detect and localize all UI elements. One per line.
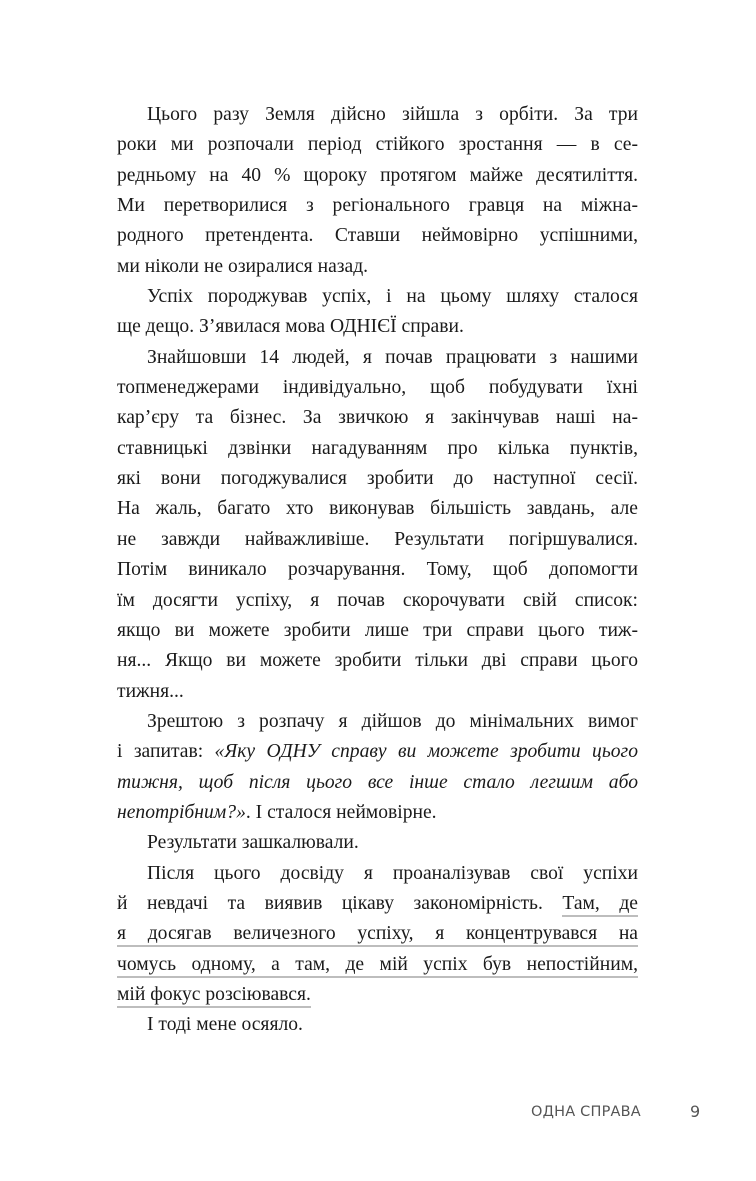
text-line [117,100,638,130]
text-line [117,646,638,676]
text-line [117,1010,638,1040]
text-line [117,980,638,1010]
text-line [117,161,638,191]
text-line [117,464,638,494]
text-line [117,859,638,889]
line-text: Потім виникало розчарування. Тому, щоб допомогти [117,559,638,581]
line-text: І тоді мене осяяло. [147,1014,303,1036]
text-line [117,950,638,980]
text-line [117,494,638,524]
page-number: 9 [690,1102,701,1121]
italic-quote: «Яку ОДНУ справу ви можете зробити цього [214,741,638,763]
line-text: Зрештою з розпачу я дійшов до мінімальних вимог [147,710,638,732]
highlighted-text: мій фокус розсіювався. [117,984,311,1008]
line-text: Ми перетворилися з регіонального гравця на міжна- [117,195,638,217]
line-text: редньому на 40 % щороку протягом майже десятиліття. [117,164,638,186]
text-line [117,373,638,403]
text-line [117,586,638,616]
line-text: й невдачі та виявив цікаву закономірність. [117,892,563,914]
text-line [117,252,638,282]
text-line [117,707,638,737]
text-line [117,677,638,707]
text-line [117,889,638,919]
line-text: кар’єру та бізнес. За звичкою я закінчував наші на- [117,407,638,429]
text-line [117,191,638,221]
running-title: ОДНА СПРАВА [531,1104,641,1120]
line-text: їм досягти успіху, я почав скорочувати свій список: [117,589,638,611]
text-line [117,343,638,373]
text-line [117,768,638,798]
line-text: . І сталося неймовірне. [245,801,437,823]
italic-quote: непотрібним?» [117,801,246,823]
text-line [117,919,638,949]
text-line [117,798,638,828]
line-text: родного претендента. Ставши неймовірно успішними, [117,225,638,247]
text-line [117,312,638,342]
text-line [117,221,638,251]
line-text: На жаль, багато хто виконував більшість завдань, але [117,498,638,520]
line-text: Успіх породжував успіх, і на цьому шляху сталося [147,286,638,308]
line-text: ще дещо. З’явилася мова ОДНІЄЇ справи. [117,316,464,338]
highlighted-text: чомусь одному, а там, де мій успіх був непостійним, [117,954,638,978]
text-line [117,403,638,433]
italic-quote: тижня, щоб після цього все інше стало легшим або [117,771,638,793]
text-line [117,555,638,585]
line-text: ставницькі дзвінки нагадуванням про кілька пунктів, [117,437,638,459]
highlighted-text: я досягав величезного успіху, я концентрувався на [117,923,638,947]
text-line [117,282,638,312]
line-text: ми ніколи не озиралися назад. [117,255,369,277]
page-body [117,100,638,1041]
text-line [117,525,638,555]
text-line [117,737,638,767]
text-line [117,616,638,646]
text-line [117,130,638,160]
line-text: якщо ви можете зробити лише три справи цього тиж- [117,619,638,641]
line-text: Після цього досвіду я проаналізував свої успіхи [147,862,638,884]
line-text: і запитав: [117,741,215,763]
text-line [117,434,638,464]
highlighted-text: Там, де [562,893,638,917]
line-text: не завжди найважливіше. Результати погіршувалися. [117,528,638,550]
line-text: роки ми розпочали період стійкого зростання — в се- [117,134,638,156]
line-text: які вони погоджувалися зробити до наступної сесії. [117,468,638,490]
line-text: тижня... [117,680,184,702]
text-line [117,828,638,858]
line-text: Знайшовши 14 людей, я почав працювати з нашими [147,346,638,368]
line-text: топменеджерами індивідуально, щоб побудувати їхні [117,377,638,399]
line-text: Результати зашкалювали. [147,832,359,854]
line-text: ня... Якщо ви можете зробити тільки дві справи цього [117,650,638,672]
line-text: Цього разу Земля дійсно зійшла з орбіти. За три [147,104,638,125]
